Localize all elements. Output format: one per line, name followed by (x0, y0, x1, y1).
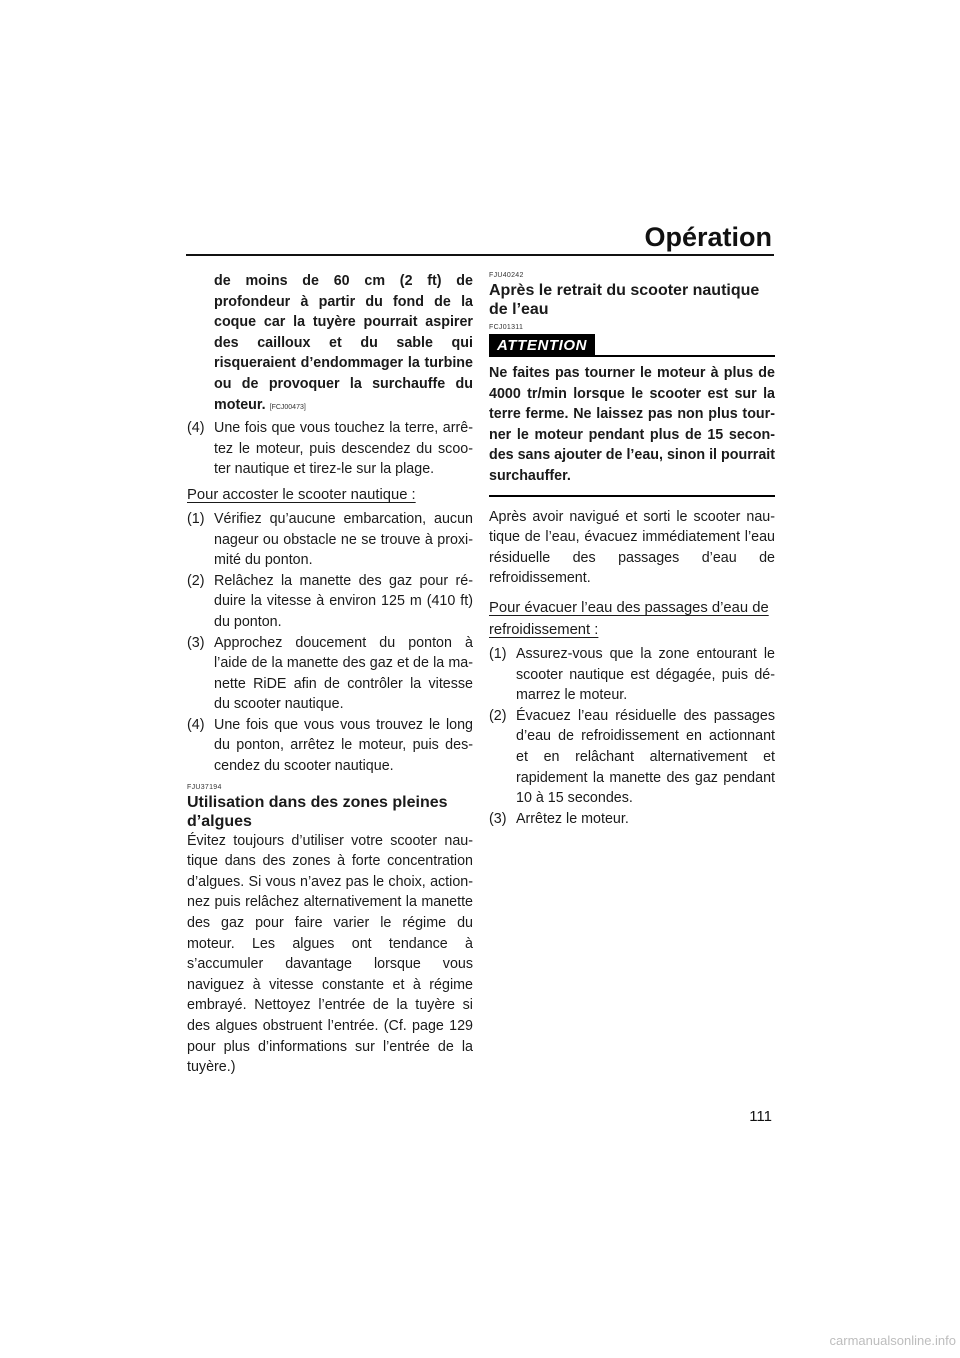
left-column (187, 271, 473, 1078)
list-text: Une fois que vous vous trouvez le long du ponton, arrêtez le moteur, puis descendez du scooter nautique. (214, 716, 473, 775)
watermark: carmanualsonline.info (829, 1333, 956, 1348)
right-column (489, 271, 775, 829)
algae-heading: Utilisation dans des zones pleines d’algues (187, 793, 448, 830)
list-item (187, 509, 473, 571)
list-number: (4) (187, 716, 205, 733)
list-text: Assurez-vous que la zone entourant le scooter nautique est dégagée, puis démarrez le moteur. (516, 645, 775, 704)
attention-code: FCJ01311 (489, 324, 524, 331)
page-number: 111 (749, 1108, 772, 1125)
list-text: Arrêtez le moteur. (516, 810, 629, 827)
list-item (187, 633, 473, 715)
list-number: (4) (187, 420, 205, 437)
list-item (187, 715, 473, 777)
removal-body: Après avoir navigué et sorti le scooter nautique de l’eau, évacuez immédiatement l’eau résiduelle des passages d’eau de refroidissement. (489, 508, 775, 587)
section-code: FJU37194 (187, 783, 222, 791)
list-text: Vérifiez qu’aucune embarcation, aucun nageur ou obstacle ne se trouve à proximité du ponton. (214, 510, 473, 569)
docking-heading: Pour accoster le scooter nautique : (187, 486, 416, 503)
list-item (187, 418, 473, 480)
attention-body: Ne faites pas tourner le moteur à plus de 4000 tr/min lorsque le scooter est sur la terre ferme. Ne laissez pas non plus tourner le moteur pendant plus de 15 secondes sans ajouter de l’eau, sinon il pourrait surchauffer. (489, 365, 776, 484)
attention-badge: ATTENTION (489, 334, 595, 357)
list-text: Relâchez la manette des gaz pour réduire la vitesse à environ 125 m (410 ft) du ponton. (214, 572, 473, 630)
list-text: Évacuez l’eau résiduelle des passages d’eau de refroidissement en actionnant et en relâchant alternativement et rapidement la manette des gaz pendant 10 à 15 secondes. (516, 707, 775, 807)
list-text: Une fois que vous touchez la terre, arrêtez le moteur, puis descendez du scooter nautique et tirez-le sur la plage. (214, 420, 473, 478)
list-number: (3) (489, 810, 507, 827)
list-number: (3) (187, 634, 205, 651)
section-code: FJU40242 (489, 272, 524, 279)
removal-heading: Après le retrait du scooter nautique de l’eau (489, 282, 760, 318)
list-item (489, 706, 775, 809)
attention-end-rule (489, 495, 775, 497)
list-text: Approchez doucement du ponton à l’aide de la manette des gaz et de la manette RiDE afin de contrôler la vitesse du scooter nautique. (214, 634, 473, 713)
attention-rule (595, 355, 775, 357)
list-number: (2) (489, 707, 507, 724)
algae-body: Évitez toujours d’utiliser votre scooter nautique dans des zones à forte concentration d’algues. Si vous n’avez pas le choix, actionnez puis relâchez alternativement la manette des gaz pour faire varier le régime du moteur. Les algues ont tendance à s’accumuler davantage lorsque vous naviguez à vitesse constante et à régime embrayé. Nettoyez l’entrée de la tuyère si des algues obstruent l’entrée. (Cf. page 129 pour plus d’informations sur l’entrée de la tuyère.) (187, 832, 473, 1076)
list-item (187, 571, 473, 633)
continued-warning-text: de moins de 60 cm (2 ft) de profondeur à partir du fond de la coque car la tuyère pourrait aspirer des cailloux et du sable qui risqueraient d’endommager la turbine ou de provoquer la surchauffe du moteur. (214, 273, 473, 413)
continued-warning (187, 271, 473, 418)
list-number: (2) (187, 572, 205, 589)
page-title: Opération (644, 222, 772, 252)
list-number: (1) (187, 510, 205, 527)
warning-code: [FCJ00473] (269, 403, 306, 411)
list-number: (1) (489, 645, 507, 662)
attention-header (489, 334, 775, 357)
list-item (489, 644, 775, 706)
header-rule (186, 254, 774, 256)
drain-heading: Pour évacuer l’eau des passages d’eau de refroidissement : (489, 599, 769, 638)
list-item (489, 809, 775, 830)
